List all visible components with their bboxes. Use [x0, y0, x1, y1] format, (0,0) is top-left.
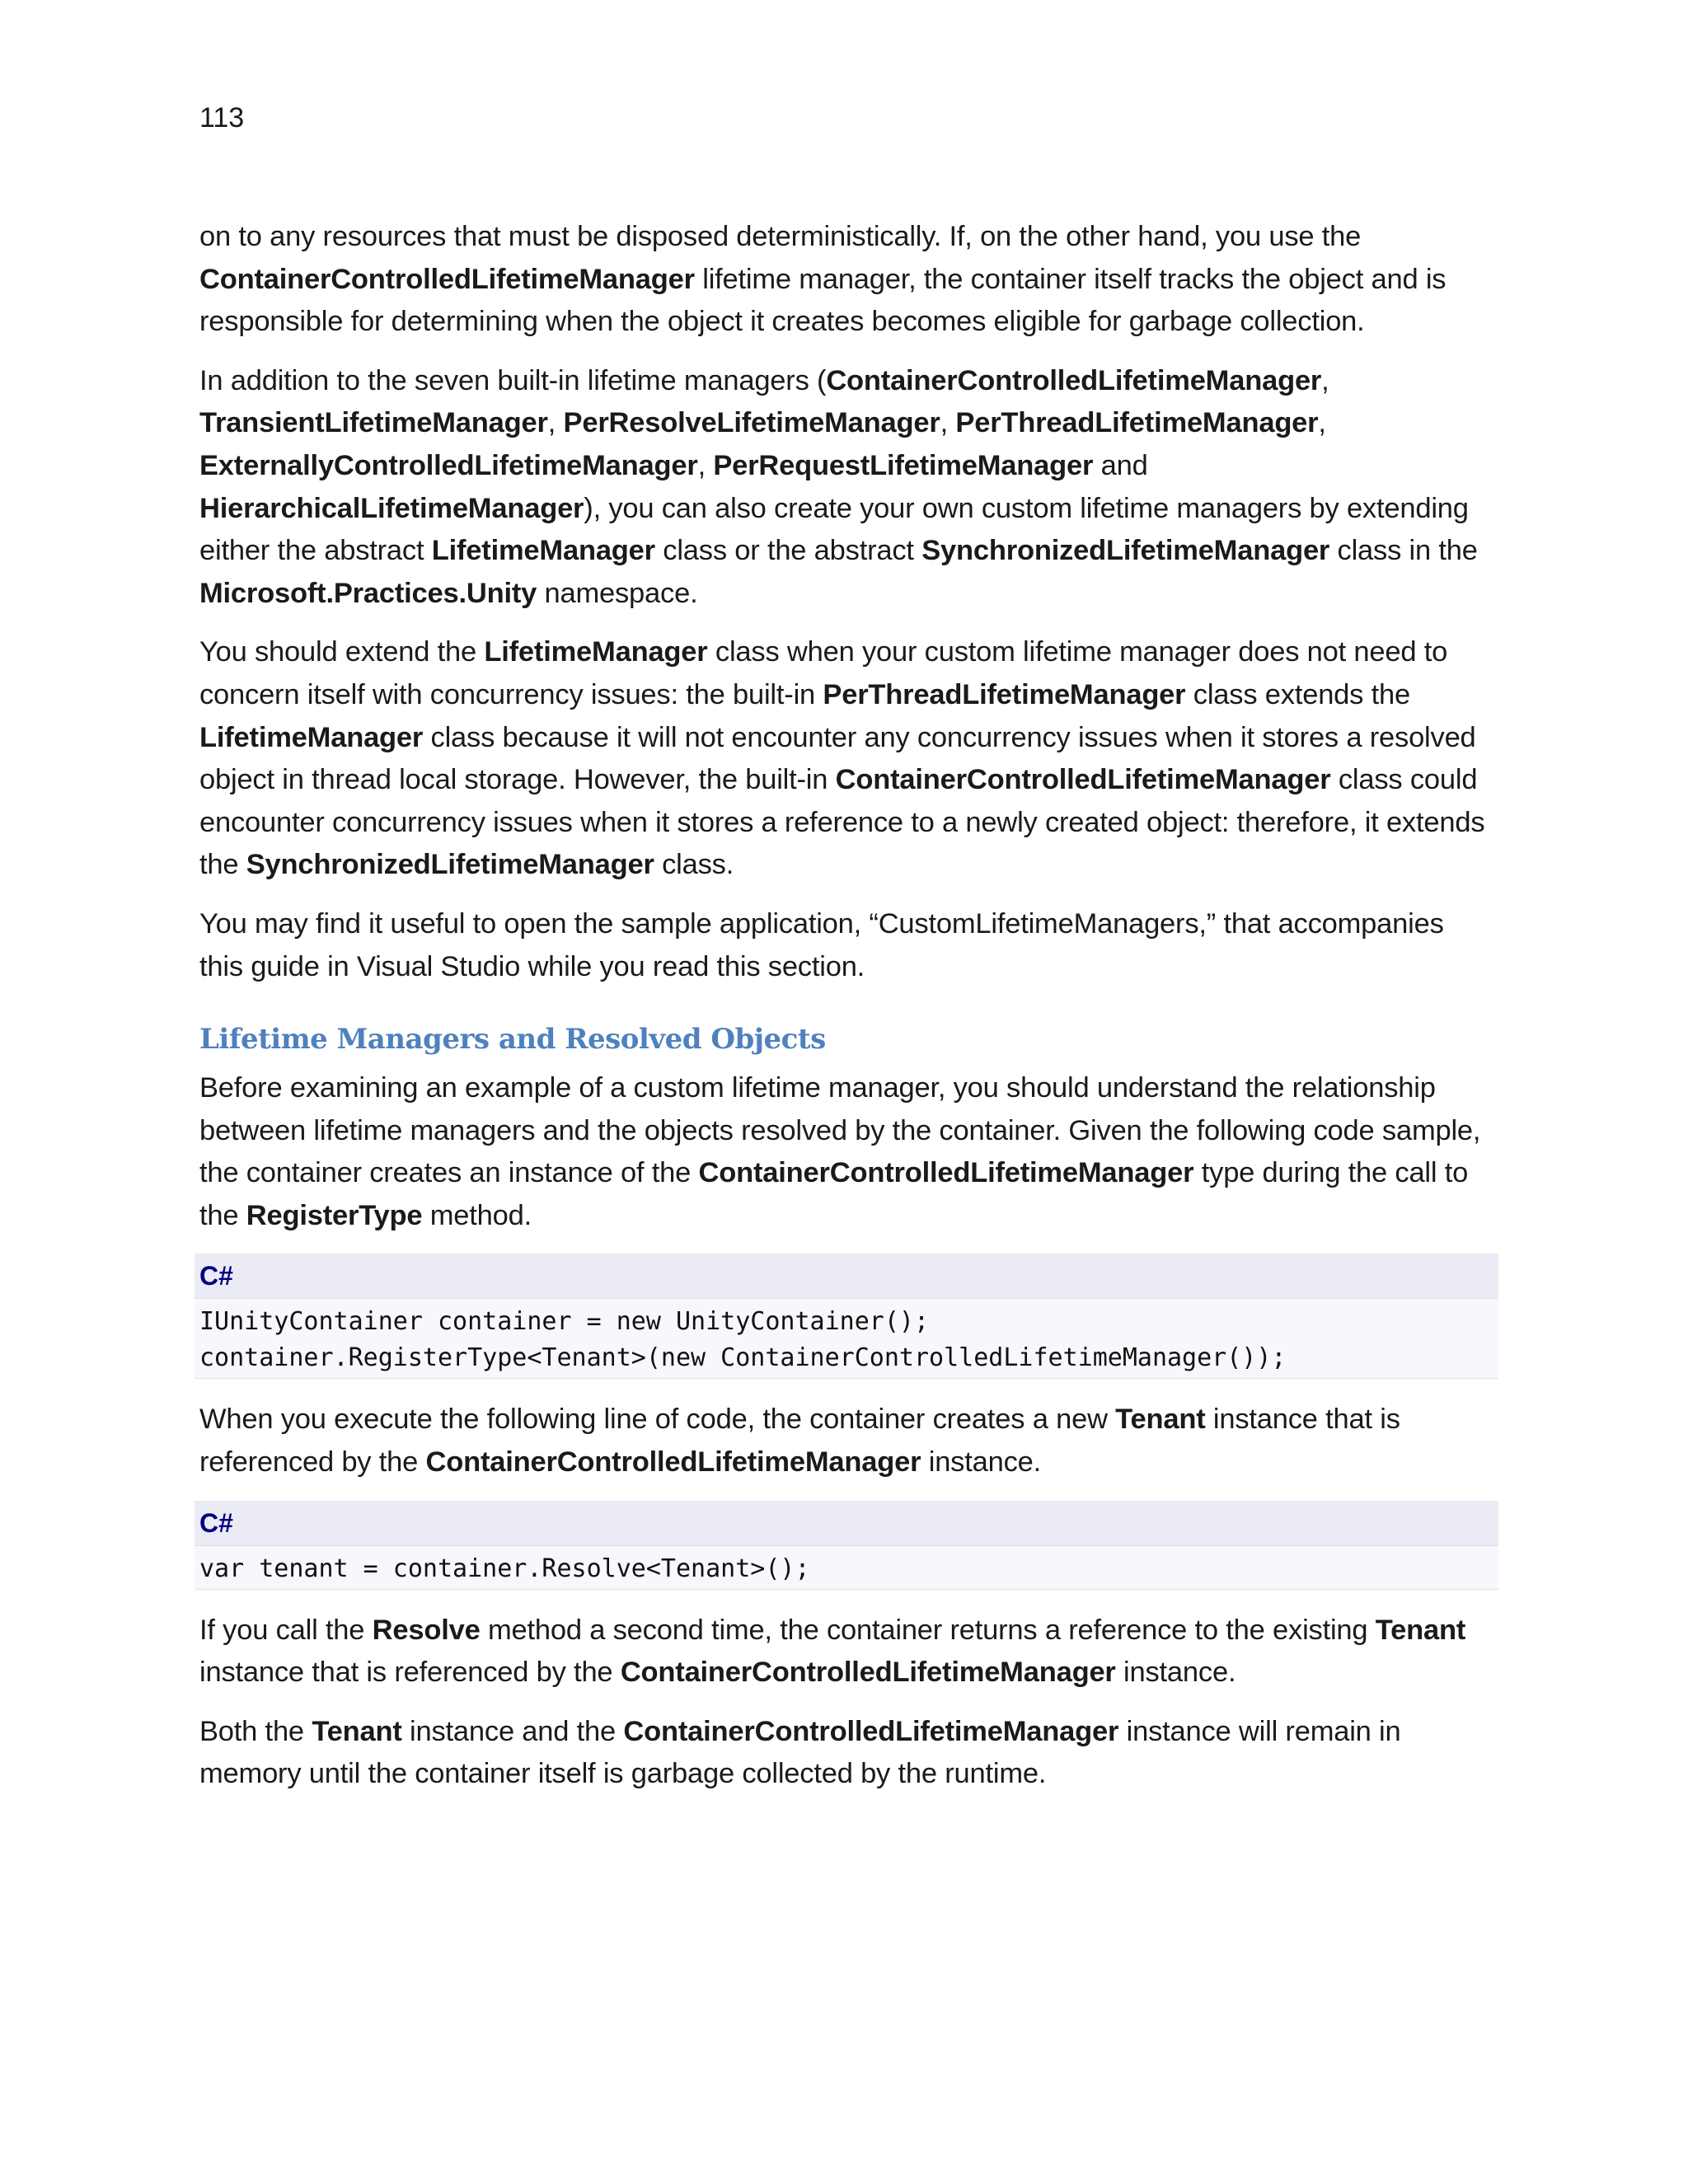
bold-term: Microsoft.Practices.Unity: [199, 577, 537, 609]
text-run: class extends the: [1185, 678, 1410, 710]
bold-term: SynchronizedLifetimeManager: [921, 535, 1330, 567]
text-run: instance.: [921, 1446, 1042, 1479]
text-run: ,: [1321, 364, 1329, 396]
text-run: type during the call to the: [199, 1157, 1469, 1231]
code-block-resolve: [195, 1501, 1498, 1590]
section-heading: Lifetime Managers and Resolved Objects: [199, 1023, 826, 1057]
code-language-label: C#: [195, 1254, 1498, 1299]
bold-term: Tenant: [312, 1715, 402, 1747]
text-run: method a second time, the container returns a reference to the existing: [480, 1614, 1376, 1646]
paragraph-sample-application: [199, 903, 1493, 988]
bold-term: RegisterType: [246, 1199, 423, 1231]
page-number: 113: [199, 102, 245, 134]
text-run: instance will remain in memory until the container itself is garbage collected by the runtime.: [199, 1715, 1401, 1790]
text-run: class.: [654, 849, 734, 881]
code-line: var tenant = container.Resolve<Tenant>();: [199, 1554, 810, 1583]
bold-term: Resolve: [372, 1614, 481, 1646]
code-line: container.RegisterType<Tenant>(new ContainerControlledLifetimeManager());: [199, 1343, 1287, 1373]
bold-term: Tenant: [1375, 1614, 1466, 1646]
text-run: method.: [422, 1199, 532, 1231]
text-run: and: [1093, 449, 1148, 481]
page-content: [199, 216, 1493, 1812]
text-run: ), you can also create your own custom lifetime managers by extending either the abstract: [199, 492, 1469, 567]
text-run: lifetime manager, the container itself tracks the object and is responsible for determining when the object it creates becomes eligible for garbage collection.: [199, 263, 1447, 338]
text-run: You may find it useful to open the sample application, “CustomLifetimeManagers,” that accompanies this guide in Visual Studio while you read this section.: [199, 907, 1444, 982]
text-run: class in the: [1329, 535, 1478, 567]
bold-term: ContainerControlledLifetimeManager: [698, 1157, 1194, 1189]
code-body: [195, 1299, 1498, 1379]
bold-term: PerThreadLifetimeManager: [955, 407, 1319, 439]
text-run: Before examining an example of a custom lifetime manager, you should understand the relationship between lifetime managers and the objects resolved by the container. Given the following code sample, the container creates an instance of the: [199, 1072, 1481, 1189]
bold-term: TransientLifetimeManager: [199, 407, 548, 439]
bold-term: PerResolveLifetimeManager: [563, 407, 940, 439]
text-run: ,: [697, 449, 714, 481]
bold-term: ContainerControlledLifetimeManager: [199, 263, 695, 295]
text-run: If you call the: [199, 1614, 373, 1646]
paragraph-built-in-managers: [199, 360, 1493, 616]
paragraph-extend-lifetime-manager: [199, 631, 1493, 887]
bold-term: ContainerControlledLifetimeManager: [620, 1657, 1116, 1689]
text-run: class could encounter concurrency issues when it stores a reference to a newly created object: therefore, it extends the: [199, 764, 1485, 881]
text-run: class because it will not encounter any concurrency issues when it stores a resolved object in thread local storage. However, the built-in: [199, 721, 1476, 796]
text-run: In addition to the seven built-in lifetime managers (: [199, 364, 827, 396]
code-block-register: [195, 1254, 1498, 1379]
bold-term: Tenant: [1115, 1404, 1206, 1436]
code-line: IUnityContainer container = new UnityContainer();: [199, 1307, 930, 1337]
paragraph-section-intro: [199, 1067, 1493, 1237]
bold-term: HierarchicalLifetimeManager: [199, 492, 584, 524]
text-run: on to any resources that must be disposed deterministically. If, on the other hand, you use the: [199, 221, 1362, 252]
text-run: When you execute the following line of code, the container creates a new: [199, 1404, 1116, 1436]
code-body: [195, 1546, 1498, 1590]
text-run: class when your custom lifetime manager does not need to concern itself with concurrency issues: the built-in: [199, 636, 1448, 710]
text-run: instance that is referenced by the: [199, 1657, 621, 1689]
bold-term: SynchronizedLifetimeManager: [246, 849, 654, 881]
paragraph-memory-lifetime: [199, 1711, 1493, 1796]
bold-term: LifetimeManager: [199, 721, 424, 753]
paragraph-disposal: [199, 216, 1493, 344]
bold-term: PerRequestLifetimeManager: [713, 449, 1094, 481]
text-run: instance and the: [401, 1715, 624, 1747]
bold-term: ExternallyControlledLifetimeManager: [199, 449, 698, 481]
text-run: class or the abstract: [654, 535, 922, 567]
text-run: You should extend the: [199, 636, 485, 668]
code-language-label: C#: [195, 1501, 1498, 1546]
text-run: namespace.: [537, 577, 698, 609]
text-run: Both the: [199, 1715, 312, 1747]
paragraph-resolve-new-instance: [199, 1399, 1493, 1483]
bold-term: PerThreadLifetimeManager: [823, 678, 1186, 710]
bold-term: ContainerControlledLifetimeManager: [826, 364, 1322, 396]
text-run: instance.: [1115, 1657, 1236, 1689]
text-run: ,: [1318, 407, 1326, 439]
text-run: instance that is referenced by the: [199, 1404, 1400, 1479]
text-run: ,: [940, 407, 956, 439]
text-run: ,: [547, 407, 564, 439]
bold-term: ContainerControlledLifetimeManager: [623, 1715, 1119, 1747]
bold-term: LifetimeManager: [484, 636, 708, 668]
bold-term: ContainerControlledLifetimeManager: [835, 764, 1331, 796]
bold-term: LifetimeManager: [431, 535, 655, 567]
paragraph-resolve-second-time: [199, 1610, 1493, 1694]
bold-term: ContainerControlledLifetimeManager: [425, 1446, 921, 1479]
